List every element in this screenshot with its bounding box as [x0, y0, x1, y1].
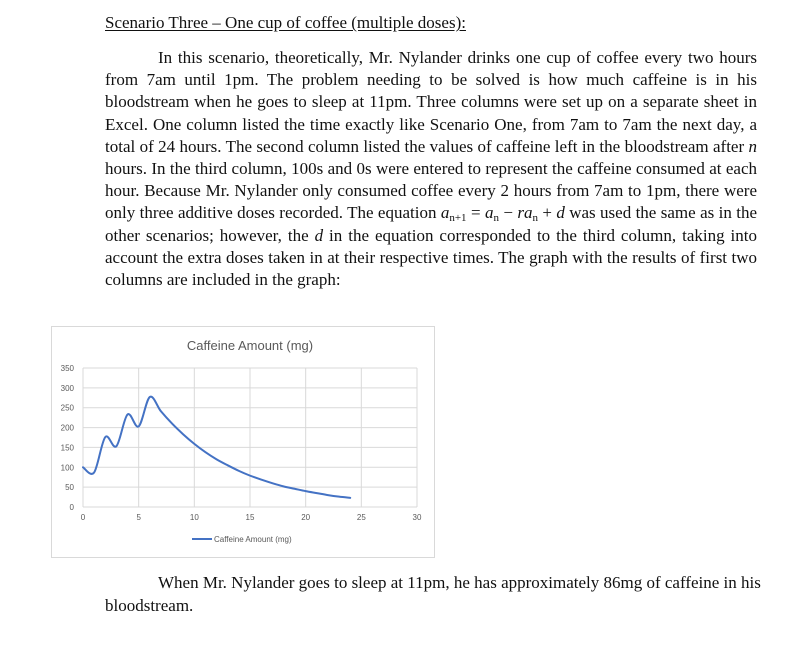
body-paragraph	[105, 47, 757, 291]
x-tick-label: 0	[80, 513, 86, 522]
x-tick-label: 20	[301, 513, 311, 522]
variable-n: n	[748, 136, 757, 156]
y-tick-label: 300	[60, 383, 74, 393]
eq-a: a	[440, 203, 450, 223]
section-heading: Scenario Three – One cup of coffee (multiple doses):	[105, 13, 466, 32]
y-tick-label: 100	[60, 463, 74, 473]
variable-d: d	[314, 225, 324, 245]
recurrence-equation	[440, 203, 565, 225]
paragraph-text-2: hours. In the third column, 100s and 0s were entered to represent the caffeine consumed at each hour. Because Mr. Nylander only consumed coffee every 2 hours from 7am to 1pm, there were only three additive doses recorded. The equation	[105, 159, 757, 223]
eq-subscript-n1: n+1	[449, 212, 467, 225]
paragraph-text-3: was used the same as in the other scenarios; however, the	[105, 203, 757, 245]
eq-a: a	[484, 203, 494, 223]
x-tick-label: 30	[412, 513, 422, 522]
y-tick-label: 0	[69, 503, 74, 512]
eq-r: r	[517, 203, 524, 223]
closing-paragraph: When Mr. Nylander goes to sleep at 11pm, he has approximately 86mg of caffeine in his bloodstream.	[105, 573, 761, 615]
y-tick-label: 200	[60, 423, 74, 433]
x-tick-label: 15	[245, 513, 255, 522]
y-tick-label: 250	[60, 403, 74, 413]
eq-d: d	[556, 203, 565, 223]
paragraph-text-4: in the equation corresponded to the third column, taking into account the extra doses taken in at their respective times. The graph with the results of first two columns are included in the graph:	[105, 225, 757, 290]
eq-plus: +	[537, 203, 557, 223]
caffeine-chart	[51, 326, 435, 558]
x-tick-label: 10	[189, 513, 199, 522]
legend-label: Caffeine Amount (mg)	[214, 535, 292, 544]
y-tick-label: 50	[65, 483, 74, 493]
x-tick-label: 5	[136, 513, 141, 522]
eq-a: a	[523, 203, 533, 223]
eq-minus: −	[498, 203, 518, 223]
y-tick-label: 150	[60, 443, 74, 453]
paragraph-text-1: In this scenario, theoretically, Mr. Nylander drinks one cup of coffee every two hours from 7am until 1pm. The problem needing to be solved is how much caffeine is in his bloodstream when he goes to sleep at 11pm. Three columns were set up on a separate sheet in Excel. One column listed the time exactly like Scenario One, from 7am to 7am the next day, a total of 24 hours. The second column listed the values of caffeine left in the bloodstream after	[105, 48, 757, 156]
x-tick-label: 25	[356, 513, 366, 522]
eq-equals: =	[466, 203, 485, 223]
eq-subscript-n: n	[532, 212, 538, 225]
eq-subscript-n: n	[493, 212, 499, 225]
chart-title: Caffeine Amount (mg)	[186, 338, 314, 353]
chart-canvas	[52, 327, 434, 557]
y-tick-label: 350	[60, 364, 74, 373]
